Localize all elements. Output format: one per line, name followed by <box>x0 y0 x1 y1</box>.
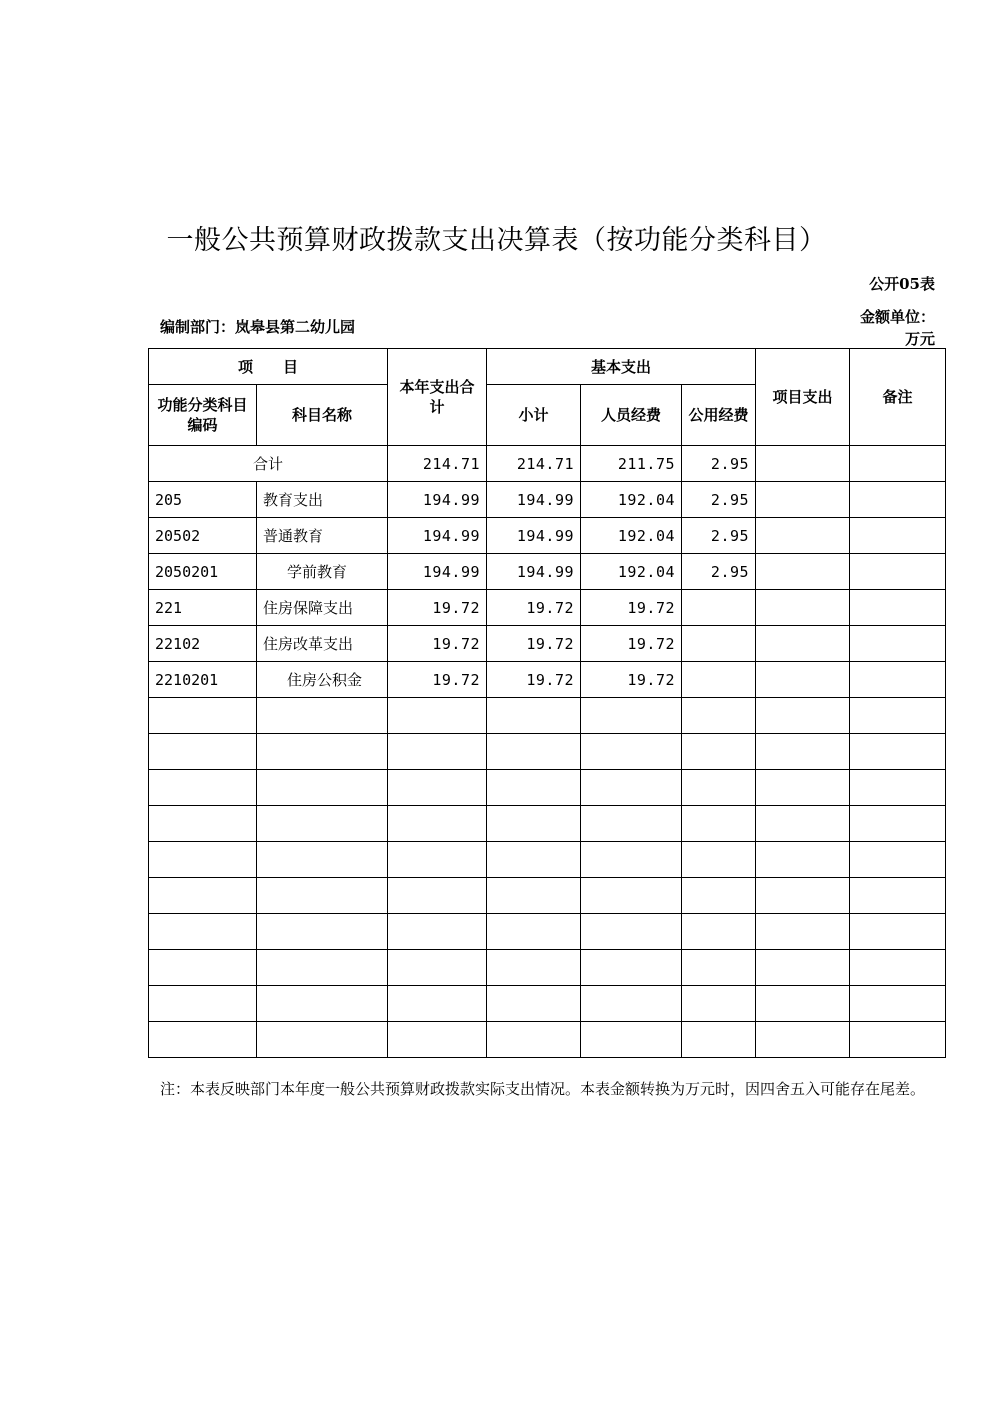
header-subtotal: 小计 <box>487 385 581 446</box>
row-remark <box>850 806 946 842</box>
row-public <box>682 878 756 914</box>
total-year-total: 214.71 <box>388 446 487 482</box>
row-public <box>682 842 756 878</box>
row-code <box>149 770 257 806</box>
row-code <box>149 1022 257 1058</box>
row-project <box>756 554 850 590</box>
row-subject-name: 住房公积金 <box>257 662 388 698</box>
row-subject-name <box>257 806 388 842</box>
row-year-total <box>388 698 487 734</box>
row-subject-name: 普通教育 <box>257 518 388 554</box>
row-subject-name <box>257 698 388 734</box>
total-remark <box>850 446 946 482</box>
row-remark <box>850 770 946 806</box>
row-subtotal <box>487 986 581 1022</box>
total-personnel: 211.75 <box>581 446 682 482</box>
row-subtotal <box>487 806 581 842</box>
row-public <box>682 806 756 842</box>
row-code <box>149 914 257 950</box>
row-project <box>756 770 850 806</box>
row-year-total <box>388 1022 487 1058</box>
row-remark <box>850 950 946 986</box>
row-public: 2.95 <box>682 482 756 518</box>
unit-value: 万元 <box>904 330 935 348</box>
row-code <box>149 950 257 986</box>
footnote: 注：本表反映部门本年度一般公共预算财政拨款实际支出情况。本表金额转换为万元时，因四舍五入可能存在尾差。 <box>160 1080 926 1098</box>
row-remark <box>850 626 946 662</box>
row-code <box>149 842 257 878</box>
row-year-total: 19.72 <box>388 662 487 698</box>
form-number: 公开05表 <box>869 275 935 293</box>
row-remark <box>850 554 946 590</box>
row-subtotal <box>487 698 581 734</box>
table-row <box>149 554 946 590</box>
row-year-total <box>388 878 487 914</box>
row-project <box>756 662 850 698</box>
row-project <box>756 518 850 554</box>
row-personnel <box>581 734 682 770</box>
row-year-total <box>388 770 487 806</box>
row-remark <box>850 590 946 626</box>
row-personnel <box>581 1022 682 1058</box>
table-row <box>149 518 946 554</box>
row-public <box>682 698 756 734</box>
row-code: 22102 <box>149 626 257 662</box>
row-personnel <box>581 842 682 878</box>
row-subject-name <box>257 950 388 986</box>
row-subtotal: 194.99 <box>487 482 581 518</box>
row-subtotal <box>487 1022 581 1058</box>
row-remark <box>850 482 946 518</box>
header-item: 项 目 <box>149 349 388 385</box>
row-personnel: 192.04 <box>581 518 682 554</box>
row-year-total: 194.99 <box>388 554 487 590</box>
row-project <box>756 734 850 770</box>
table-row <box>149 1022 946 1058</box>
table-row <box>149 878 946 914</box>
row-year-total <box>388 842 487 878</box>
row-code: 205 <box>149 482 257 518</box>
row-project <box>756 806 850 842</box>
row-year-total: 194.99 <box>388 482 487 518</box>
row-remark <box>850 986 946 1022</box>
total-public: 2.95 <box>682 446 756 482</box>
row-subject-name <box>257 770 388 806</box>
total-subtotal: 214.71 <box>487 446 581 482</box>
row-year-total <box>388 914 487 950</box>
row-year-total <box>388 806 487 842</box>
row-subject-name: 住房改革支出 <box>257 626 388 662</box>
table-row <box>149 482 946 518</box>
table-row <box>149 914 946 950</box>
row-subtotal: 19.72 <box>487 590 581 626</box>
row-public <box>682 914 756 950</box>
unit-label: 金额单位： <box>859 308 935 326</box>
row-project <box>756 482 850 518</box>
page-title: 一般公共预算财政拨款支出决算表（按功能分类科目） <box>166 225 827 256</box>
row-personnel <box>581 698 682 734</box>
row-code <box>149 986 257 1022</box>
row-year-total <box>388 986 487 1022</box>
table-row <box>149 626 946 662</box>
header-func-code: 功能分类科目编码 <box>149 385 257 446</box>
total-row <box>149 446 946 482</box>
row-personnel: 19.72 <box>581 626 682 662</box>
row-subtotal: 19.72 <box>487 662 581 698</box>
header-project: 项目支出 <box>756 349 850 446</box>
row-subtotal <box>487 770 581 806</box>
row-public <box>682 662 756 698</box>
table-row <box>149 986 946 1022</box>
row-subtotal: 194.99 <box>487 518 581 554</box>
row-code: 20502 <box>149 518 257 554</box>
header-basic: 基本支出 <box>487 349 756 385</box>
expenditure-table <box>148 348 946 1058</box>
row-project <box>756 626 850 662</box>
row-subject-name <box>257 842 388 878</box>
row-subject-name <box>257 986 388 1022</box>
row-subject-name <box>257 734 388 770</box>
table-row <box>149 734 946 770</box>
row-project <box>756 950 850 986</box>
row-public: 2.95 <box>682 554 756 590</box>
row-year-total: 194.99 <box>388 518 487 554</box>
row-project <box>756 590 850 626</box>
row-public <box>682 734 756 770</box>
row-subtotal: 19.72 <box>487 626 581 662</box>
row-remark <box>850 698 946 734</box>
table-row <box>149 806 946 842</box>
row-code: 2050201 <box>149 554 257 590</box>
row-subject-name <box>257 1022 388 1058</box>
row-personnel: 19.72 <box>581 662 682 698</box>
row-personnel <box>581 878 682 914</box>
row-personnel: 192.04 <box>581 482 682 518</box>
row-public: 2.95 <box>682 518 756 554</box>
row-public <box>682 590 756 626</box>
row-code <box>149 734 257 770</box>
table-row <box>149 770 946 806</box>
row-subtotal <box>487 914 581 950</box>
row-remark <box>850 842 946 878</box>
row-code <box>149 806 257 842</box>
row-project <box>756 842 850 878</box>
row-public <box>682 770 756 806</box>
header-public: 公用经费 <box>682 385 756 446</box>
row-remark <box>850 662 946 698</box>
row-subject-name: 教育支出 <box>257 482 388 518</box>
row-public <box>682 1022 756 1058</box>
row-year-total <box>388 950 487 986</box>
row-remark <box>850 734 946 770</box>
total-label: 合计 <box>149 446 388 482</box>
header-year-total: 本年支出合计 <box>388 349 487 446</box>
row-subject-name: 学前教育 <box>257 554 388 590</box>
row-subtotal <box>487 734 581 770</box>
row-subtotal <box>487 842 581 878</box>
total-project <box>756 446 850 482</box>
row-subtotal: 194.99 <box>487 554 581 590</box>
row-project <box>756 986 850 1022</box>
row-public <box>682 986 756 1022</box>
table-row <box>149 662 946 698</box>
row-personnel: 19.72 <box>581 590 682 626</box>
row-subtotal <box>487 878 581 914</box>
row-project <box>756 878 850 914</box>
row-year-total: 19.72 <box>388 590 487 626</box>
row-code <box>149 878 257 914</box>
header-personnel: 人员经费 <box>581 385 682 446</box>
row-project <box>756 914 850 950</box>
row-personnel <box>581 950 682 986</box>
row-year-total <box>388 734 487 770</box>
row-personnel <box>581 770 682 806</box>
row-personnel <box>581 806 682 842</box>
row-code: 2210201 <box>149 662 257 698</box>
table-row <box>149 842 946 878</box>
department-label: 编制部门：岚皋县第二幼儿园 <box>160 318 356 336</box>
row-public <box>682 626 756 662</box>
row-personnel <box>581 986 682 1022</box>
row-subject-name: 住房保障支出 <box>257 590 388 626</box>
header-remark: 备注 <box>850 349 946 446</box>
row-subject-name <box>257 914 388 950</box>
row-personnel <box>581 914 682 950</box>
row-subtotal <box>487 950 581 986</box>
row-personnel: 192.04 <box>581 554 682 590</box>
row-project <box>756 698 850 734</box>
row-code <box>149 698 257 734</box>
header-subject-name: 科目名称 <box>257 385 388 446</box>
row-project <box>756 1022 850 1058</box>
table-row <box>149 698 946 734</box>
row-subject-name <box>257 878 388 914</box>
table-row <box>149 590 946 626</box>
row-remark <box>850 878 946 914</box>
row-remark <box>850 518 946 554</box>
row-code: 221 <box>149 590 257 626</box>
row-remark <box>850 1022 946 1058</box>
row-public <box>682 950 756 986</box>
row-remark <box>850 914 946 950</box>
row-year-total: 19.72 <box>388 626 487 662</box>
table-row <box>149 950 946 986</box>
